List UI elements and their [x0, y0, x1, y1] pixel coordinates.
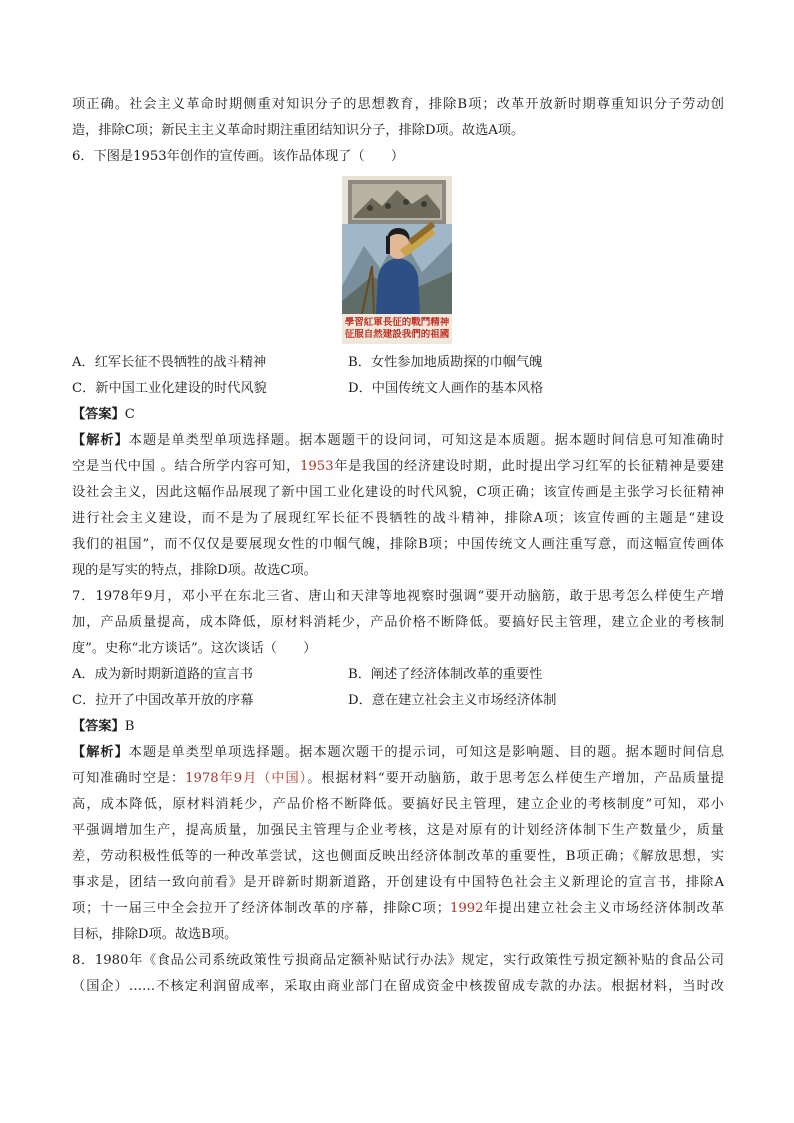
q7-analysis-line: 差，劳动积极性低等的一种改革尝试，这也侧面反映出经济体制改革的重要性，B项正确；《解放思想，实 [72, 849, 724, 864]
q7-analysis-line: 高，成本降低，原材料消耗少，产品价格不断降低。要搞好民主管理，建立企业的考核制度”可知，邓小 [72, 797, 724, 812]
q7-analysis-line: 目标，排除D项。故选B项。 [72, 927, 238, 942]
analysis-text: 年是我国的经济建设时期，此时提出学习红军的长征精神是要建 [333, 459, 724, 474]
analysis-text: 本题是单类型单项选择题。据本题题干的设问词，可知这是本质题。据本题时间信息可知准确时 [128, 433, 725, 448]
q6-answer [72, 402, 724, 428]
analysis-text: 年提出建立社会主义市场经济体制改革 [483, 901, 725, 916]
poster-caption-line: 征服自然建設我們的祖國 [344, 329, 450, 340]
analysis-text: 项；十一届三中全会拉开了经济体制改革的序幕，排除C项； [72, 901, 450, 916]
q7-stem-line: 加，产品质量提高，成本降低，原材料消耗少，产品价格不断降低。要搞好民主管理，建立企业的考核制 [72, 615, 724, 630]
q6-options-row [72, 350, 724, 376]
analysis-highlight: 1953 [300, 459, 334, 474]
q6-option-d: D．中国传统文人画作的基本风格 [348, 381, 544, 396]
q8-stem-line: 8．1980年《食品公司系统政策性亏损商品定额补贴试行办法》规定，实行政策性亏损定额补贴的食品公司 [72, 953, 724, 968]
q7-options-row [72, 688, 724, 714]
q7-analysis-line [72, 766, 724, 792]
answer-label: 【答案】 [72, 719, 125, 734]
q7-analysis-line [72, 896, 724, 922]
q7-stem-line: 度”。史称“北方谈话”。这次谈话（ ） [72, 641, 317, 656]
analysis-label: 【解析】 [72, 433, 129, 448]
q6-option-b: B．女性参加地质勘探的巾帼气魄 [348, 355, 543, 370]
answer-label: 【答案】 [72, 407, 125, 422]
q6-option-c: C．新中国工业化建设的时代风貌 [72, 381, 267, 396]
analysis-text: 。根据材料“要开动脑筋，敢于思考怎么样使生产增加，产品质量提 [307, 771, 724, 786]
q7-answer [72, 714, 724, 740]
q5-analysis-line: 项正确。社会主义革命时期侧重对知识分子的思想教育，排除B项；改革开放新时期尊重知识分子劳动创 [72, 97, 724, 112]
q6-analysis-line [72, 428, 724, 454]
q7-analysis-line [72, 740, 724, 766]
propaganda-poster-image [342, 176, 452, 344]
analysis-text: 可知准确时空是： [72, 771, 186, 786]
answer-value: B [124, 719, 135, 734]
q6-analysis-line: 我们的祖国”，而不仅仅是要展现女性的巾帼气魄，排除B项；中国传统文人画注重写意，而这幅宣传画体 [72, 537, 724, 552]
q7-stem-line: 7．1978年9月，邓小平在东北三省、唐山和天津等地视察时强调“要开动脑筋，敢于思考怎么样使生产增 [72, 589, 724, 604]
q5-analysis-line: 造，排除C项；新民主主义革命时期注重团结知识分子，排除D项。故选A项。 [72, 123, 525, 138]
document-page [72, 92, 724, 1000]
q6-analysis-line: 进行社会主义建设，而不是为了展现红军长征不畏牺牲的战斗精神，排除A项；该宣传画的主题是“建设 [72, 511, 724, 526]
q7-option-c: C．拉开了中国改革开放的序幕 [72, 693, 254, 708]
analysis-highlight: 1992 [449, 901, 484, 916]
q7-analysis-line: 事求是，团结一致向前看》是开辟新时期新道路，开创建设有中国特色社会主义新理论的宣言书，排除A [72, 875, 724, 890]
analysis-text: 本题是单类型单项选择题。据本题次题干的提示词，可知这是影响题、目的题。据本题时间信息 [128, 745, 725, 760]
q6-option-a: A．红军长征不畏牺牲的战斗精神 [72, 355, 267, 370]
q6-stem: 6．下图是1953年创作的宣传画。该作品体现了（ ） [72, 149, 405, 164]
q6-options-row [72, 376, 724, 402]
q7-option-b: B．阐述了经济体制改革的重要性 [348, 667, 543, 682]
q6-analysis-line: 设社会主义，因此这幅作品展现了新中国工业化建设的时代风貌，C项正确；该宣传画是主张学习长征精神 [72, 485, 724, 500]
poster-caption-line: 學習紅軍長征的戰鬥精神 [344, 317, 450, 328]
q7-option-d: D．意在建立社会主义市场经济体制 [348, 693, 557, 708]
q7-options-row [72, 662, 724, 688]
q6-analysis-line: 现的是写实的特点，排除D项。故选C项。 [72, 563, 317, 578]
q6-analysis-line [72, 454, 724, 480]
q7-option-a: A．成为新时期新道路的宣言书 [72, 667, 253, 682]
q7-analysis-line: 平强调增加生产，提高质量，加强民主管理与企业考核，这是对原有的计划经济体制下生产数量少，质量 [72, 823, 724, 838]
analysis-highlight: 1978年9月（中国） [185, 771, 308, 786]
analysis-text: 空是当代中国 。结合所学内容可知， [72, 459, 301, 474]
answer-value: C [124, 407, 135, 422]
q8-stem-line: （国企）……不核定利润留成率，采取由商业部门在留成资金中核拨留成专款的办法。根据材料，当时改 [72, 979, 724, 994]
analysis-label: 【解析】 [72, 745, 129, 760]
